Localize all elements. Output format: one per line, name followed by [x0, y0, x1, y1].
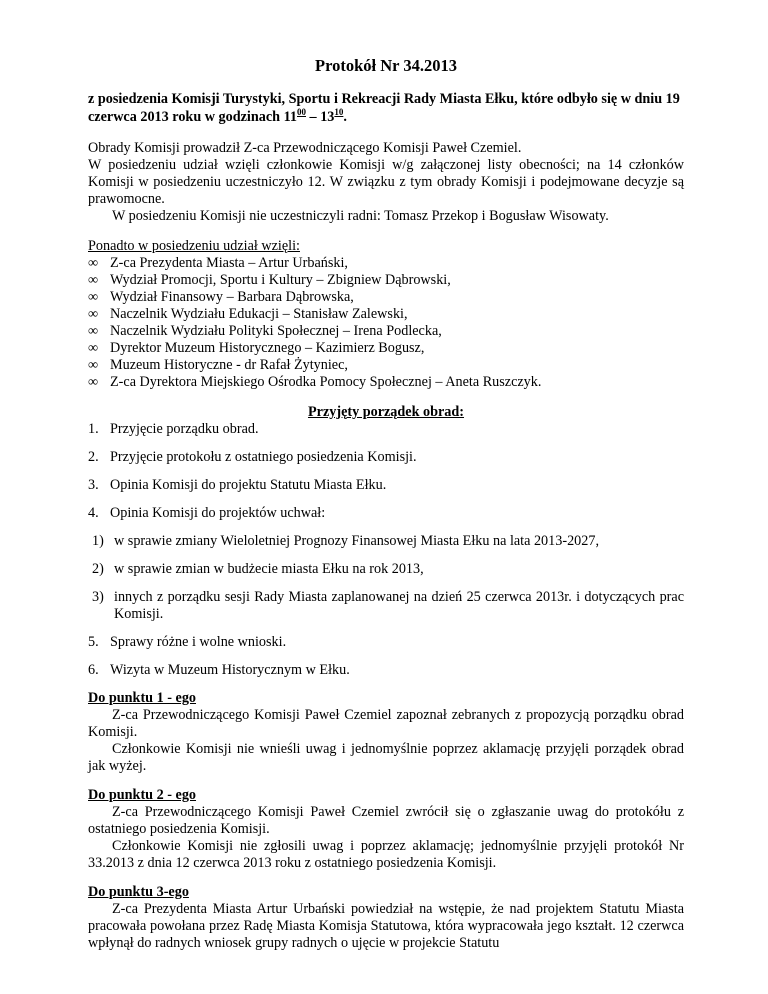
agenda-item	[88, 634, 684, 651]
infinity-bullet-icon: ∞	[88, 340, 99, 356]
infinity-bullet-icon: ∞	[88, 289, 99, 305]
agenda-number: 1.	[88, 421, 99, 437]
agenda-list-continued	[88, 634, 684, 679]
agenda-subitem	[92, 589, 684, 623]
intro-attendance: W posiedzeniu udział wzięli członkowie Komisji w/g załączonej listy obecności; na 14 członków Komisji w posiedzeniu uczestniczyło 12. W związku z tym obrady Komisji i podejmowane decyzje są prawomocne.	[88, 157, 684, 207]
section-paragraph: Członkowie Komisji nie zgłosili uwag i poprzez aklamację; jednomyślnie przyjęli protokół Nr 33.2013 z dnia 12 czerwca 2013 roku z ostatniego posiedzenia Komisji.	[88, 838, 684, 871]
agenda-number: 5.	[88, 634, 99, 650]
end-time-minutes: 10	[334, 107, 344, 117]
section-paragraph: Z-ca Przewodniczącego Komisji Paweł Czemiel zwrócił się o zgłaszanie uwag do protokółu z ostatniego posiedzenia Komisji.	[88, 804, 684, 837]
agenda-text: Przyjęcie protokołu z ostatniego posiedzenia Komisji.	[110, 449, 417, 465]
document-subtitle	[88, 90, 684, 126]
subitem-text: innych z porządku sesji Rady Miasta zaplanowanej na dzień 25 czerwca 2013r. i dotyczących prac Komisji.	[114, 589, 684, 622]
agenda-item	[88, 449, 684, 466]
agenda-subitem	[92, 561, 684, 578]
infinity-bullet-icon: ∞	[88, 306, 99, 322]
attendee-item	[88, 255, 684, 272]
agenda-text: Wizyta w Muzeum Historycznym w Ełku.	[110, 662, 350, 678]
intro-chair: Obrady Komisji prowadził Z-ca Przewodniczącego Komisji Paweł Czemiel.	[88, 140, 522, 156]
attendee-text: Naczelnik Wydziału Polityki Społecznej – Irena Podlecka,	[110, 323, 442, 339]
agenda-text: Opinia Komisji do projektów uchwał:	[110, 505, 326, 521]
infinity-bullet-icon: ∞	[88, 255, 99, 271]
attendee-text: Naczelnik Wydziału Edukacji – Stanisław Zalewski,	[110, 306, 408, 322]
attendee-item	[88, 374, 684, 391]
intro-absent: W posiedzeniu Komisji nie uczestniczyli radni: Tomasz Przekop i Bogusław Wisowaty.	[112, 208, 609, 224]
attendee-text: Z-ca Prezydenta Miasta – Artur Urbański,	[110, 255, 348, 271]
agenda-list	[88, 421, 684, 522]
section-paragraph: Z-ca Przewodniczącego Komisji Paweł Czemiel zapoznał zebranych z propozycją porządku obrad Komisji.	[88, 707, 684, 740]
subtitle-text: z posiedzenia Komisji Turystyki, Sportu i Rekreacji Rady Miasta Ełku, które odbyło się w dniu 19 czerwca 2013 roku w godzinach 11	[88, 91, 680, 125]
agenda-item	[88, 477, 684, 494]
agenda-item	[88, 662, 684, 679]
attendee-text: Wydział Promocji, Sportu i Kultury – Zbigniew Dąbrowski,	[110, 272, 451, 288]
attendee-item	[88, 340, 684, 357]
agenda-subitem	[92, 533, 684, 550]
attendee-text: Wydział Finansowy – Barbara Dąbrowska,	[110, 289, 354, 305]
attendee-item	[88, 272, 684, 289]
agenda-number: 6.	[88, 662, 99, 678]
agenda-text: Przyjęcie porządku obrad.	[110, 421, 259, 437]
agenda-number: 2.	[88, 449, 99, 465]
attendee-item	[88, 306, 684, 323]
agenda-heading: Przyjęty porządek obrad:	[307, 404, 465, 420]
subitem-number: 2)	[92, 561, 104, 577]
section-heading: Do punktu 3-ego	[88, 884, 189, 900]
attendee-text: Muzeum Historyczne - dr Rafał Żytyniec,	[110, 357, 348, 373]
agenda-text: Sprawy różne i wolne wnioski.	[110, 634, 287, 650]
time-dash: – 13	[306, 109, 335, 125]
document-title: Protokół Nr 34.2013	[315, 56, 457, 75]
document-page	[88, 56, 684, 964]
section-point-2	[88, 787, 684, 872]
agenda-item	[88, 505, 684, 522]
section-paragraph: Członkowie Komisji nie wnieśli uwag i jednomyślnie poprzez aklamację przyjęli porządek obrad jak wyżej.	[88, 741, 684, 774]
subtitle-end: .	[343, 109, 347, 125]
attendees-list	[88, 255, 684, 391]
attendee-text: Z-ca Dyrektora Miejskiego Ośrodka Pomocy Społecznej – Aneta Ruszczyk.	[110, 374, 542, 390]
attendee-item	[88, 357, 684, 374]
section-point-3	[88, 884, 684, 952]
agenda-number: 4.	[88, 505, 99, 521]
subitem-text: w sprawie zmian w budżecie miasta Ełku na rok 2013,	[114, 561, 424, 577]
attendees-heading: Ponadto w posiedzeniu udział wzięli:	[88, 238, 300, 254]
section-paragraph: Z-ca Prezydenta Miasta Artur Urbański powiedział na wstępie, że nad projektem Statutu Miasta pracowała powołana przez Radę Miasta Komisja Statutowa, która wypracowała jego kształt. 12 czerwca wpłynął do radnych wniosek grupy radnych o ujęcie w projekcie Statutu	[88, 901, 684, 951]
intro-block	[88, 140, 684, 225]
infinity-bullet-icon: ∞	[88, 357, 99, 373]
agenda-text: Opinia Komisji do projektu Statutu Miasta Ełku.	[110, 477, 387, 493]
subitem-number: 1)	[92, 533, 104, 549]
infinity-bullet-icon: ∞	[88, 323, 99, 339]
attendee-item	[88, 289, 684, 306]
attendee-text: Dyrektor Muzeum Historycznego – Kazimierz Bogusz,	[110, 340, 425, 356]
attendees-block	[88, 238, 684, 391]
subitem-number: 3)	[92, 589, 104, 605]
attendee-item	[88, 323, 684, 340]
start-time-minutes: 00	[297, 107, 306, 117]
section-point-1	[88, 690, 684, 775]
section-heading: Do punktu 2 - ego	[88, 787, 197, 803]
agenda-number: 3.	[88, 477, 99, 493]
agenda-item	[88, 421, 684, 438]
agenda-sublist	[88, 533, 684, 623]
infinity-bullet-icon: ∞	[88, 374, 99, 390]
section-heading: Do punktu 1 - ego	[88, 690, 197, 706]
subitem-text: w sprawie zmiany Wieloletniej Prognozy Finansowej Miasta Ełku na lata 2013-2027,	[114, 533, 599, 549]
infinity-bullet-icon: ∞	[88, 272, 99, 288]
